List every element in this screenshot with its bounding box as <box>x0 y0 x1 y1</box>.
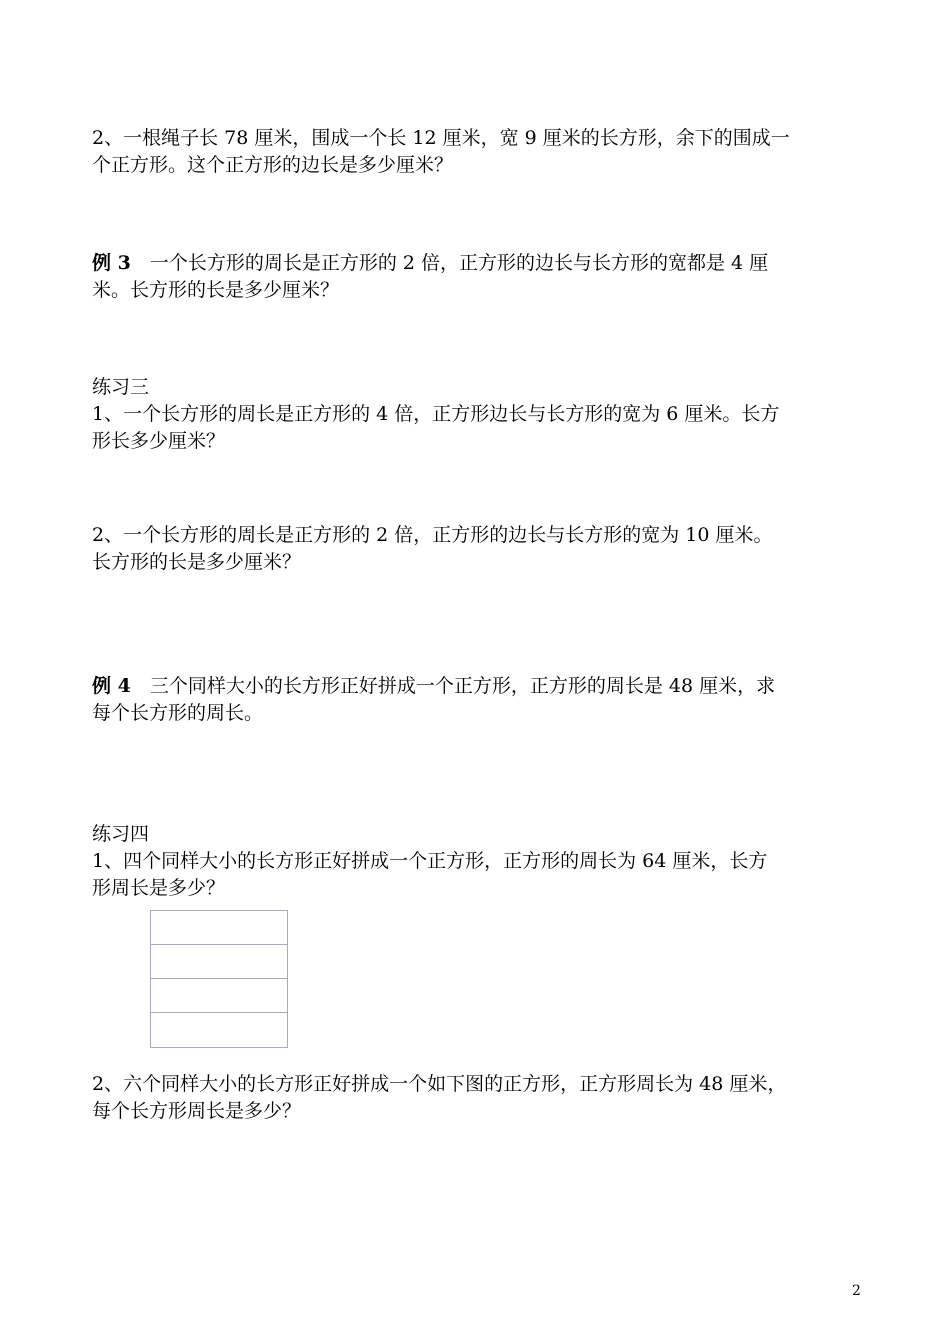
text-line: 长方形的长是多少厘米？ <box>92 551 302 573</box>
example-label: 例 3 <box>92 252 131 274</box>
example-label: 例 4 <box>92 675 131 697</box>
text-line: 2、一根绳子长 78 厘米，围成一个长 12 厘米，宽 9 厘米的长方形，余下的围成一 <box>92 127 790 149</box>
text-line: 每个长方形的周长。 <box>92 702 264 724</box>
rectangle <box>151 945 287 979</box>
text-line <box>92 250 864 277</box>
four-rectangles-diagram <box>150 910 288 1048</box>
rectangle <box>151 979 287 1013</box>
text-line <box>92 673 864 700</box>
example-text: 一个长方形的周长是正方形的 2 倍，正方形的边长与长方形的宽都是 4 厘 <box>130 252 769 274</box>
example-3 <box>92 250 864 304</box>
example-4 <box>92 673 864 727</box>
rectangle <box>151 911 287 945</box>
example-text: 三个同样大小的长方形正好拼成一个正方形，正方形的周长是 48 厘米，求 <box>130 675 776 697</box>
practice-4-question-2 <box>92 1071 864 1125</box>
text-line: 2、六个同样大小的长方形正好拼成一个如下图的正方形，正方形周长为 48 厘米， <box>92 1073 787 1095</box>
rectangle <box>151 1013 287 1047</box>
text-line: 1、四个同样大小的长方形正好拼成一个正方形，正方形的周长为 64 厘米，长方 <box>92 850 768 872</box>
text-line: 2、一个长方形的周长是正方形的 2 倍，正方形的边长与长方形的宽为 10 厘米。 <box>92 524 773 546</box>
practice-3 <box>92 374 864 455</box>
text-line: 形周长是多少？ <box>92 877 226 899</box>
page-number: 2 <box>852 1283 861 1299</box>
section-title: 练习四 <box>92 823 150 845</box>
text-line: 个正方形。这个正方形的边长是多少厘米？ <box>92 154 454 176</box>
text-line: 米。长方形的长是多少厘米？ <box>92 279 340 301</box>
section-title: 练习三 <box>92 376 150 398</box>
text-line: 1、一个长方形的周长是正方形的 4 倍，正方形边长与长方形的宽为 6 厘米。长方 <box>92 403 780 425</box>
practice-3-question-2 <box>92 522 864 576</box>
text-line: 每个长方形周长是多少？ <box>92 1100 302 1122</box>
practice-4 <box>92 821 864 902</box>
problem-2-rope <box>92 125 864 179</box>
text-line: 形长多少厘米？ <box>92 430 226 452</box>
